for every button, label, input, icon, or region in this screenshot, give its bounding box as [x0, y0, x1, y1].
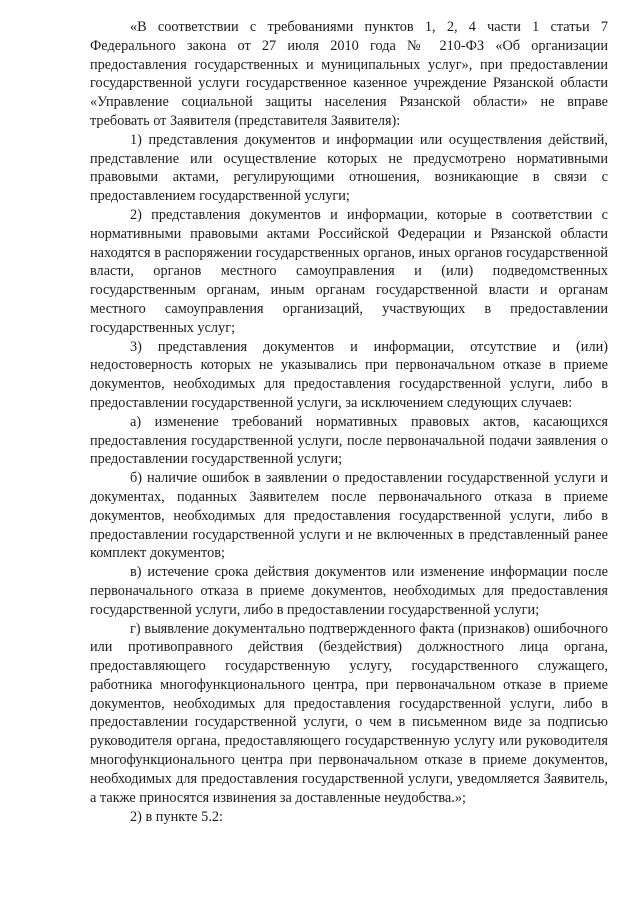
- paragraph-intro: «В соответствии с требованиями пунктов 1, 2, 4 части 1 статьи 7 Федерального закона от 27 июля 2010 года № 210-ФЗ «Об организации предоставления государственных и муниципальных услуг», при предоставлении государственной услуги государственное казенное учреждение Рязанской области «Управление социальной защиты населения Рязанской области» не вправе требовать от Заявителя (представителя Заявителя):: [90, 19, 608, 129]
- paragraph-subitem-g: г) выявление документально подтвержденного факта (признаков) ошибочного или противоправного действия (бездействия) должностного лица органа, предоставляющего государственную услугу, государственного служащего, работника многофункционального центра, при первоначальном отказе в приеме документов, необходимых для предоставления государственной услуги, либо в предоставлении государственной услуги, о чем в письменном виде за подписью руководителя органа, предоставляющего государственную услугу или руководителя многофункционального центра при первоначальном отказе в приеме документов, необходимых для предоставления государственной услуги, уведомляется Заявитель, а также приносятся извинения за доставленные неудобства.»;: [90, 620, 608, 806]
- document-body: [90, 18, 608, 827]
- paragraph-item-2: 2) представления документов и информации, которые в соответствии с нормативными правовыми актами Российской Федерации и Рязанской области находятся в распоряжении государственных органов, иных органов государственной власти, органов местного самоуправления и (или) подведомственных государственным органам, иным органам государственной власти и органам местного самоуправления организаций, участвующих в предоставлении государственных услуг;: [90, 206, 608, 336]
- paragraph-subitem-b: б) наличие ошибок в заявлении о предоставлении государственной услуги и документах, поданных Заявителем после первоначального отказа в приеме документов, необходимых для предоставления государственной услуги, либо в предоставлении государственной услуги и не включенных в представленный ранее комплект документов;: [90, 470, 608, 562]
- paragraph-item-1: 1) представления документов и информации или осуществления действий, представление или осуществление которых не предусмотрено нормативными правовыми актами, регулирующими отношения, возникающие в связи с предоставлением государственной услуги;: [90, 131, 608, 205]
- paragraph-subitem-v: в) истечение срока действия документов или изменение информации после первоначального отказа в приеме документов, необходимых для предоставления государственной услуги, либо в предоставлении государственной услуги;: [90, 564, 608, 618]
- paragraph-subitem-a: а) изменение требований нормативных правовых актов, касающихся предоставления государственной услуги, после первоначальной подачи заявления о предоставлении государственной услуги;: [90, 413, 608, 468]
- paragraph-section-5-2: 2) в пункте 5.2:: [130, 809, 224, 826]
- paragraph-item-3: 3) представления документов и информации, отсутствие и (или) недостоверность которых не указывались при первоначальном отказе в приеме документов, необходимых для предоставления государственной услуги, либо в предоставлении государственной услуги, за исключением следующих случаев:: [90, 338, 608, 411]
